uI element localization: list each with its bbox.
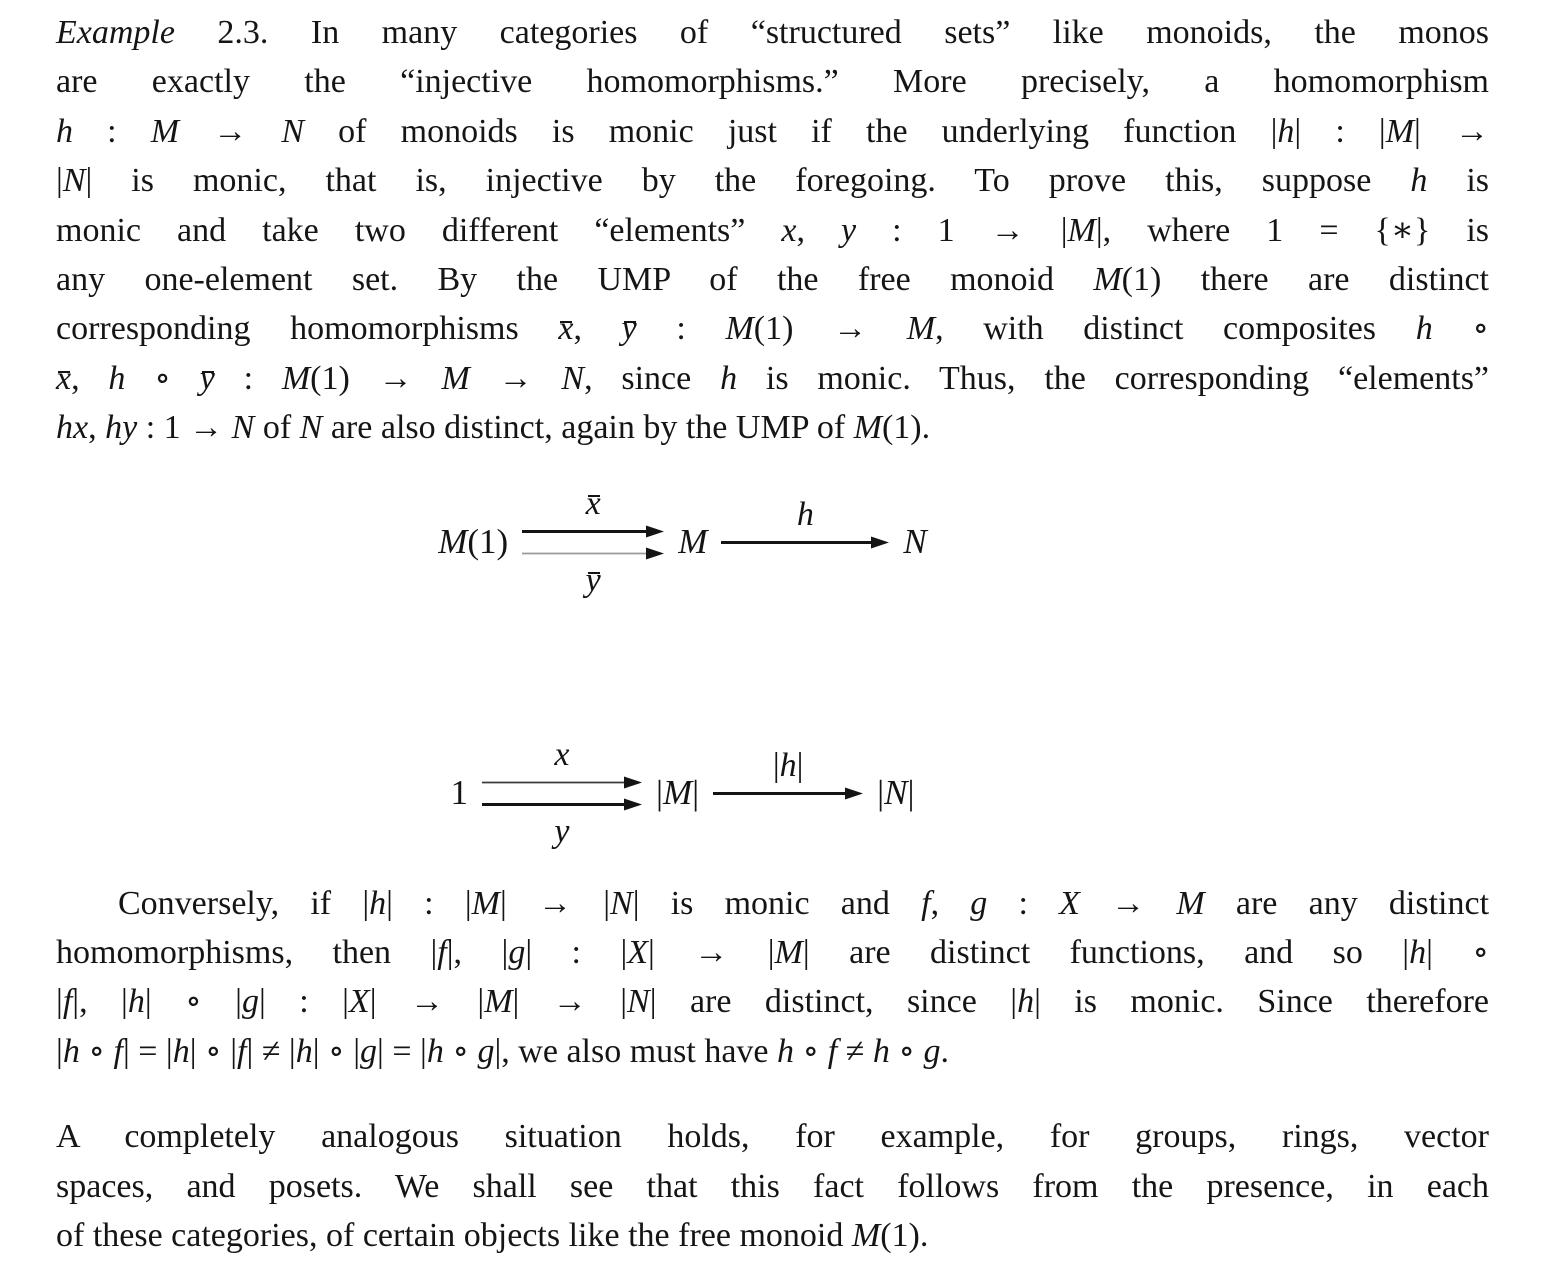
math-run: h	[127, 983, 145, 1021]
math-run: h	[426, 1032, 444, 1070]
text-run: ∘	[794, 1032, 828, 1070]
math-run: N	[231, 409, 255, 447]
text-run: | : |	[258, 983, 349, 1021]
math-run: h	[56, 112, 73, 150]
text-run: are any distinct	[1204, 884, 1490, 922]
math-run: f	[237, 1032, 247, 1070]
diagram2-single-arrow-label	[773, 745, 804, 787]
diagram2-target-node	[877, 773, 914, 813]
text-line	[56, 1027, 1489, 1076]
text-run: of these categories, of certain objects like the free monoid	[56, 1217, 852, 1255]
diagram2-source-node	[450, 773, 468, 813]
text-run: (1).	[881, 409, 931, 447]
diagram2-bottom-arrow-label	[554, 811, 569, 853]
text-line	[56, 977, 1489, 1026]
arrow-icon	[713, 787, 863, 800]
math-run: f	[437, 934, 447, 972]
text-run: | →	[1414, 112, 1489, 150]
math-run: f	[113, 1032, 123, 1070]
text-run: corresponding homomorphisms	[56, 310, 559, 348]
text-run: : 1 →	[137, 409, 232, 447]
math-run: N	[627, 983, 650, 1021]
text-line	[56, 8, 1489, 57]
math-run: M	[471, 884, 500, 922]
text-run: : 1 → |	[856, 211, 1068, 249]
text-run: of monoids is monic just if the underlying function |	[304, 112, 1278, 150]
text-run: (1) →	[753, 310, 907, 348]
diagram1-single-arrow	[721, 494, 889, 591]
text-run: :	[73, 112, 151, 150]
text-run: Conversely, if |	[118, 884, 370, 922]
math-run: X	[1059, 884, 1080, 922]
text-run: (1)	[467, 522, 509, 562]
diagram2-row	[450, 734, 914, 853]
math-run: M	[906, 310, 936, 348]
math-run: h	[369, 884, 387, 922]
math-run: g	[477, 1032, 495, 1070]
text-line	[56, 107, 1489, 156]
math-run: Example	[56, 14, 175, 51]
text-run: ∘	[889, 1032, 924, 1070]
text-run: ,	[796, 211, 842, 249]
text-run: |	[655, 773, 663, 813]
text-line	[56, 255, 1489, 304]
text-run: | : |	[525, 934, 628, 972]
text-run: | : |	[386, 884, 472, 922]
text-run: , with distinct composites	[935, 310, 1416, 348]
math-run: M	[484, 983, 513, 1021]
diagram1-bottom-arrow-label	[586, 560, 601, 602]
math-run: f	[921, 884, 931, 922]
text-run: , since	[584, 359, 721, 397]
math-run: h	[172, 1032, 190, 1070]
math-run: M	[1385, 112, 1415, 150]
text-line	[56, 1112, 1489, 1161]
text-run: homomorphisms, then |	[56, 934, 438, 972]
text-run: .	[940, 1032, 949, 1070]
math-run: M	[678, 522, 708, 562]
math-run: N	[610, 884, 633, 922]
math-run: h	[777, 1032, 795, 1070]
text-run: spaces, and posets. We shall see that this fact follows from the presence, in each	[56, 1167, 1489, 1205]
text-run: (1) →	[310, 359, 442, 397]
math-run: g	[970, 884, 988, 922]
math-run: h	[779, 746, 797, 784]
text-run: ,	[71, 359, 109, 397]
text-run: 1	[450, 773, 468, 813]
math-run: h	[720, 359, 738, 397]
text-run: |	[796, 746, 804, 784]
diagram1-single-arrow-label	[797, 494, 814, 536]
text-run: any one-element set. By the UMP of the free monoid	[56, 261, 1094, 299]
text-run: | → |	[512, 983, 628, 1021]
text-run: ,	[88, 409, 106, 447]
math-run: M	[774, 934, 803, 972]
diagram-free-monoid	[56, 483, 1489, 602]
math-overline-run: y	[621, 310, 637, 348]
text-run: :	[987, 884, 1060, 922]
text-run: are exactly the “injective homomorphisms.” More precisely, a homomorphism	[56, 63, 1489, 101]
text-run: ∘	[79, 1032, 114, 1070]
math-run: M	[281, 359, 311, 397]
text-run: | → |	[369, 983, 485, 1021]
paragraph-example-2-3	[56, 8, 1489, 453]
text-run: |	[56, 162, 63, 200]
double-arrow-bottom-icon	[522, 547, 664, 560]
math-run: y	[841, 211, 857, 249]
text-run: is	[1427, 162, 1489, 200]
diagram2-middle-node	[656, 773, 699, 813]
math-run: h	[62, 1032, 80, 1070]
math-run: h	[1409, 934, 1427, 972]
math-run: y	[554, 812, 570, 850]
math-overline-run: y	[199, 359, 215, 397]
math-run: M	[1067, 211, 1096, 249]
math-run: x	[781, 211, 797, 249]
text-run: ≠	[837, 1032, 873, 1070]
text-run: →	[469, 359, 562, 397]
text-run: | = |	[122, 1032, 173, 1070]
math-run: h	[295, 1032, 313, 1070]
math-run: h	[872, 1032, 890, 1070]
double-arrow-top-icon	[522, 525, 664, 538]
math-run: X	[627, 934, 649, 972]
text-run: 2.3. In many categories of “structured sets” like monoids, the monos	[174, 14, 1489, 51]
math-run: h	[1017, 983, 1035, 1021]
text-line	[56, 354, 1489, 403]
text-run: ∘	[443, 1032, 478, 1070]
math-overline-run: x	[56, 359, 72, 397]
text-run: A completely analogous situation holds, for example, for groups, rings, vector	[56, 1118, 1489, 1156]
paragraph-analogous	[56, 1112, 1489, 1260]
text-run: | ∘ |	[312, 1032, 361, 1070]
text-run: (1) there are distinct	[1121, 261, 1489, 299]
text-line	[56, 206, 1489, 255]
math-run: M	[662, 773, 693, 813]
math-run: M	[150, 112, 180, 150]
math-run: M	[725, 310, 754, 348]
text-run: |, |	[446, 934, 509, 972]
text-run: |, we also must have	[494, 1032, 778, 1070]
diagram2-single-arrow	[713, 745, 863, 842]
diagram2-top-arrow-label	[554, 734, 569, 776]
text-line	[56, 1211, 1489, 1260]
text-run: | is monic, that is, injective by the foregoing. To prove this, suppose	[85, 162, 1411, 200]
text-run: | = |	[377, 1032, 427, 1070]
diagram1-source-node	[438, 522, 508, 562]
math-run: N	[62, 162, 86, 200]
math-run: g	[923, 1032, 941, 1070]
text-run: |	[56, 983, 63, 1021]
diagram1-parallel-arrows	[522, 483, 664, 602]
math-run: M	[441, 359, 470, 397]
math-run: g	[241, 983, 259, 1021]
math-run: h	[1410, 162, 1428, 200]
math-run: N	[281, 112, 305, 150]
math-run: hx	[56, 409, 89, 447]
text-line	[56, 57, 1489, 106]
text-run: ∘	[125, 359, 200, 397]
text-line	[56, 304, 1489, 353]
math-run: M	[1176, 884, 1205, 922]
math-run: N	[299, 409, 323, 447]
text-run: are also distinct, again by the UMP of	[322, 409, 854, 447]
math-run: f	[62, 983, 73, 1021]
text-run: :	[214, 359, 282, 397]
text-run: monic and take two different “elements”	[56, 211, 782, 249]
text-run: | ∘	[1426, 934, 1489, 972]
math-run: h	[108, 359, 126, 397]
text-run: of	[254, 409, 300, 447]
text-run: | → |	[499, 884, 611, 922]
text-run: | is monic and	[632, 884, 922, 922]
text-run: |	[772, 746, 780, 784]
diagram1-middle-node	[678, 522, 707, 562]
paragraph-conversely	[56, 879, 1489, 1077]
math-run: X	[348, 983, 370, 1021]
text-run: is monic. Thus, the corresponding “elements”	[737, 359, 1490, 397]
text-line	[56, 1162, 1489, 1211]
math-run: hy	[105, 409, 138, 447]
text-run: |	[692, 773, 700, 813]
math-overline-run: x	[585, 484, 601, 522]
diagram1-row	[438, 483, 926, 602]
text-run: ,	[573, 310, 622, 348]
text-run: ∘	[1432, 310, 1490, 348]
math-run: M	[1093, 261, 1122, 299]
text-run: (1).	[880, 1217, 929, 1255]
math-run: f	[827, 1032, 838, 1070]
text-run: |	[56, 1032, 63, 1070]
text-run: →	[1079, 884, 1177, 922]
math-overline-run: x	[558, 310, 574, 348]
math-overline-run: y	[585, 561, 601, 599]
diagram2-parallel-arrows	[482, 734, 642, 853]
math-run: N	[884, 773, 908, 813]
math-run: g	[508, 934, 526, 972]
text-line	[56, 403, 1489, 452]
text-run: |	[877, 773, 885, 813]
math-run: g	[360, 1032, 378, 1070]
text-run: |, |	[72, 983, 128, 1021]
diagram-underlying-sets	[56, 734, 1489, 853]
double-arrow-bottom-icon	[482, 798, 642, 811]
math-run: M	[851, 1217, 881, 1255]
diagram1-top-arrow-label	[586, 483, 601, 525]
text-run: |	[907, 773, 915, 813]
double-arrow-top-icon	[482, 776, 642, 789]
text-run: | : |	[1294, 112, 1386, 150]
math-run: h	[796, 495, 814, 533]
text-run: | ≠ |	[246, 1032, 296, 1070]
math-run: M	[438, 522, 468, 562]
text-line	[56, 879, 1489, 928]
math-run: h	[1277, 112, 1295, 150]
text-line	[56, 928, 1489, 977]
math-run: M	[853, 409, 882, 447]
text-run: | ∘ |	[189, 1032, 238, 1070]
arrow-icon	[721, 536, 889, 549]
text-run: ,	[930, 884, 971, 922]
text-run: :	[636, 310, 726, 348]
text-run: | are distinct, since |	[649, 983, 1018, 1021]
text-run: | ∘ |	[144, 983, 242, 1021]
text-run: |, where 1 = {∗} is	[1095, 211, 1490, 249]
math-run: N	[561, 359, 585, 397]
text-run: →	[179, 112, 282, 150]
text-run: | → |	[648, 934, 775, 972]
math-run: N	[903, 522, 927, 562]
text-run: | is monic. Since therefore	[1034, 983, 1489, 1021]
math-run: h	[1415, 310, 1433, 348]
text-run: | are distinct functions, and so |	[802, 934, 1410, 972]
text-line	[56, 156, 1489, 205]
diagram1-target-node	[903, 522, 926, 562]
math-run: x	[554, 735, 570, 773]
